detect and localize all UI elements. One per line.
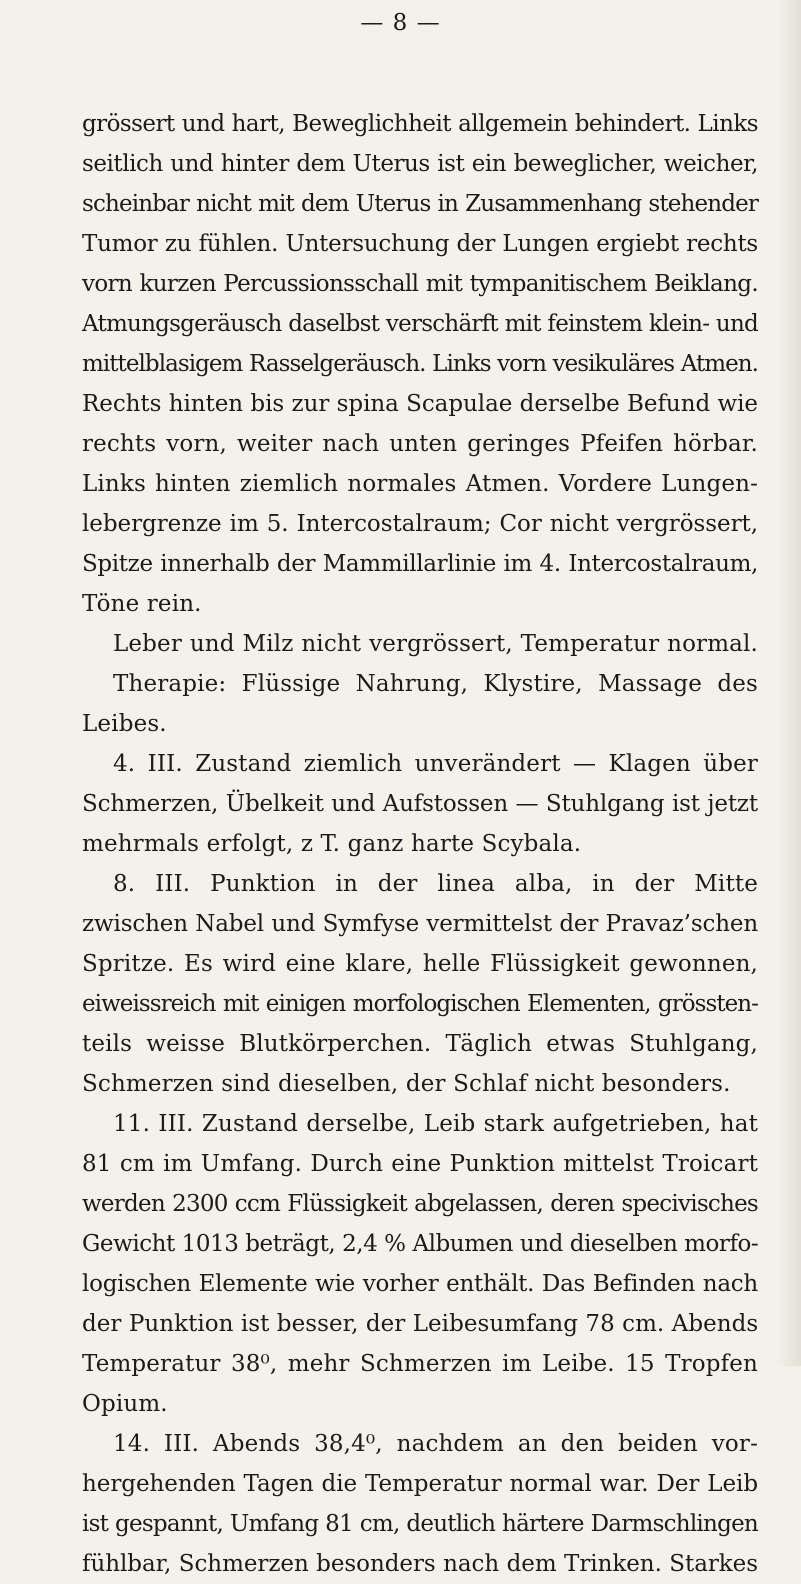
text-line: seitlich und hinter dem Uterus ist ein beweglicher, weicher, xyxy=(82,151,758,177)
text-line: 81 cm im Umfang. Durch eine Punktion mittelst Troicart xyxy=(82,1151,758,1177)
text-line: Spritze. Es wird eine klare, helle Flüssigkeit gewonnen, xyxy=(82,951,758,977)
text-line: werden 2300 ccm Flüssigkeit abgelassen, deren specivisches xyxy=(82,1191,758,1217)
text-line: teils weisse Blutkörperchen. Täglich etwas Stuhlgang, xyxy=(82,1031,758,1057)
text-line: 11. III. Zustand derselbe, Leib stark aufgetrieben, hat xyxy=(113,1111,758,1137)
text-line: fühlbar, Schmerzen besonders nach dem Trinken. Starkes xyxy=(82,1551,758,1577)
text-line: ist gespannt, Umfang 81 cm, deutlich härtere Darmschlingen xyxy=(82,1511,758,1537)
text-line: zwischen Nabel und Symfyse vermittelst der Pravaz’schen xyxy=(82,911,758,937)
page-edge-shadow xyxy=(777,0,801,1366)
text-line: Schmerzen, Übelkeit und Aufstossen — Stuhlgang ist jetzt xyxy=(82,791,758,817)
text-line: logischen Elemente wie vorher enthält. Das Befinden nach xyxy=(82,1271,758,1297)
text-line: Töne rein. xyxy=(82,591,202,617)
text-line: Gewicht 1013 beträgt, 2,4 % Albumen und dieselben morfo- xyxy=(82,1231,759,1257)
text-line: rechts vorn, weiter nach unten geringes Pfeifen hörbar. xyxy=(82,431,758,457)
text-line: mehrmals erfolgt, z T. ganz harte Scybala. xyxy=(82,831,582,857)
text-line: Links hinten ziemlich normales Atmen. Vordere Lungen- xyxy=(82,471,758,497)
text-line: Therapie: Flüssige Nahrung, Klystire, Massage des xyxy=(113,671,758,697)
text-line: der Punktion ist besser, der Leibesumfang 78 cm. Abends xyxy=(82,1311,759,1337)
text-line: lebergrenze im 5. Intercostalraum; Cor nicht vergrössert, xyxy=(82,511,758,537)
text-line: mittelblasigem Rasselgeräusch. Links vorn vesikuläres Atmen. xyxy=(82,351,758,377)
text-line: Spitze innerhalb der Mammillarlinie im 4. Intercostalraum, xyxy=(82,551,758,577)
text-line: 4. III. Zustand ziemlich unverändert — Klagen über xyxy=(113,751,758,777)
text-line: Rechts hinten bis zur spina Scapulae derselbe Befund wie xyxy=(82,391,758,417)
text-line: Schmerzen sind dieselben, der Schlaf nicht besonders. xyxy=(82,1071,731,1097)
body-text xyxy=(82,104,758,1584)
text-line: 14. III. Abends 38,4⁰, nachdem an den beiden vor- xyxy=(113,1431,758,1457)
page-number: — 8 — xyxy=(360,10,441,36)
text-line: scheinbar nicht mit dem Uterus in Zusammenhang stehender xyxy=(82,191,758,217)
text-line: 8. III. Punktion in der linea alba, in der Mitte xyxy=(113,871,758,897)
text-line: Temperatur 38⁰, mehr Schmerzen im Leibe. 15 Tropfen xyxy=(82,1351,758,1377)
text-line: Leibes. xyxy=(82,711,167,737)
text-line: hergehenden Tagen die Temperatur normal war. Der Leib xyxy=(82,1471,758,1497)
text-line: grössert und hart, Beweglichheit allgemein behindert. Links xyxy=(82,111,758,137)
text-line: eiweissreich mit einigen morfologischen Elementen, grössten- xyxy=(82,991,758,1017)
text-line: vorn kurzen Percussionsschall mit tympanitischem Beiklang. xyxy=(82,271,758,297)
text-line: Atmungsgeräusch daselbst verschärft mit feinstem klein- und xyxy=(82,311,758,337)
text-line: Tumor zu fühlen. Untersuchung der Lungen ergiebt rechts xyxy=(82,231,758,257)
text-line: Opium. xyxy=(82,1391,168,1417)
text-line: Leber und Milz nicht vergrössert, Temperatur normal. xyxy=(113,631,758,657)
